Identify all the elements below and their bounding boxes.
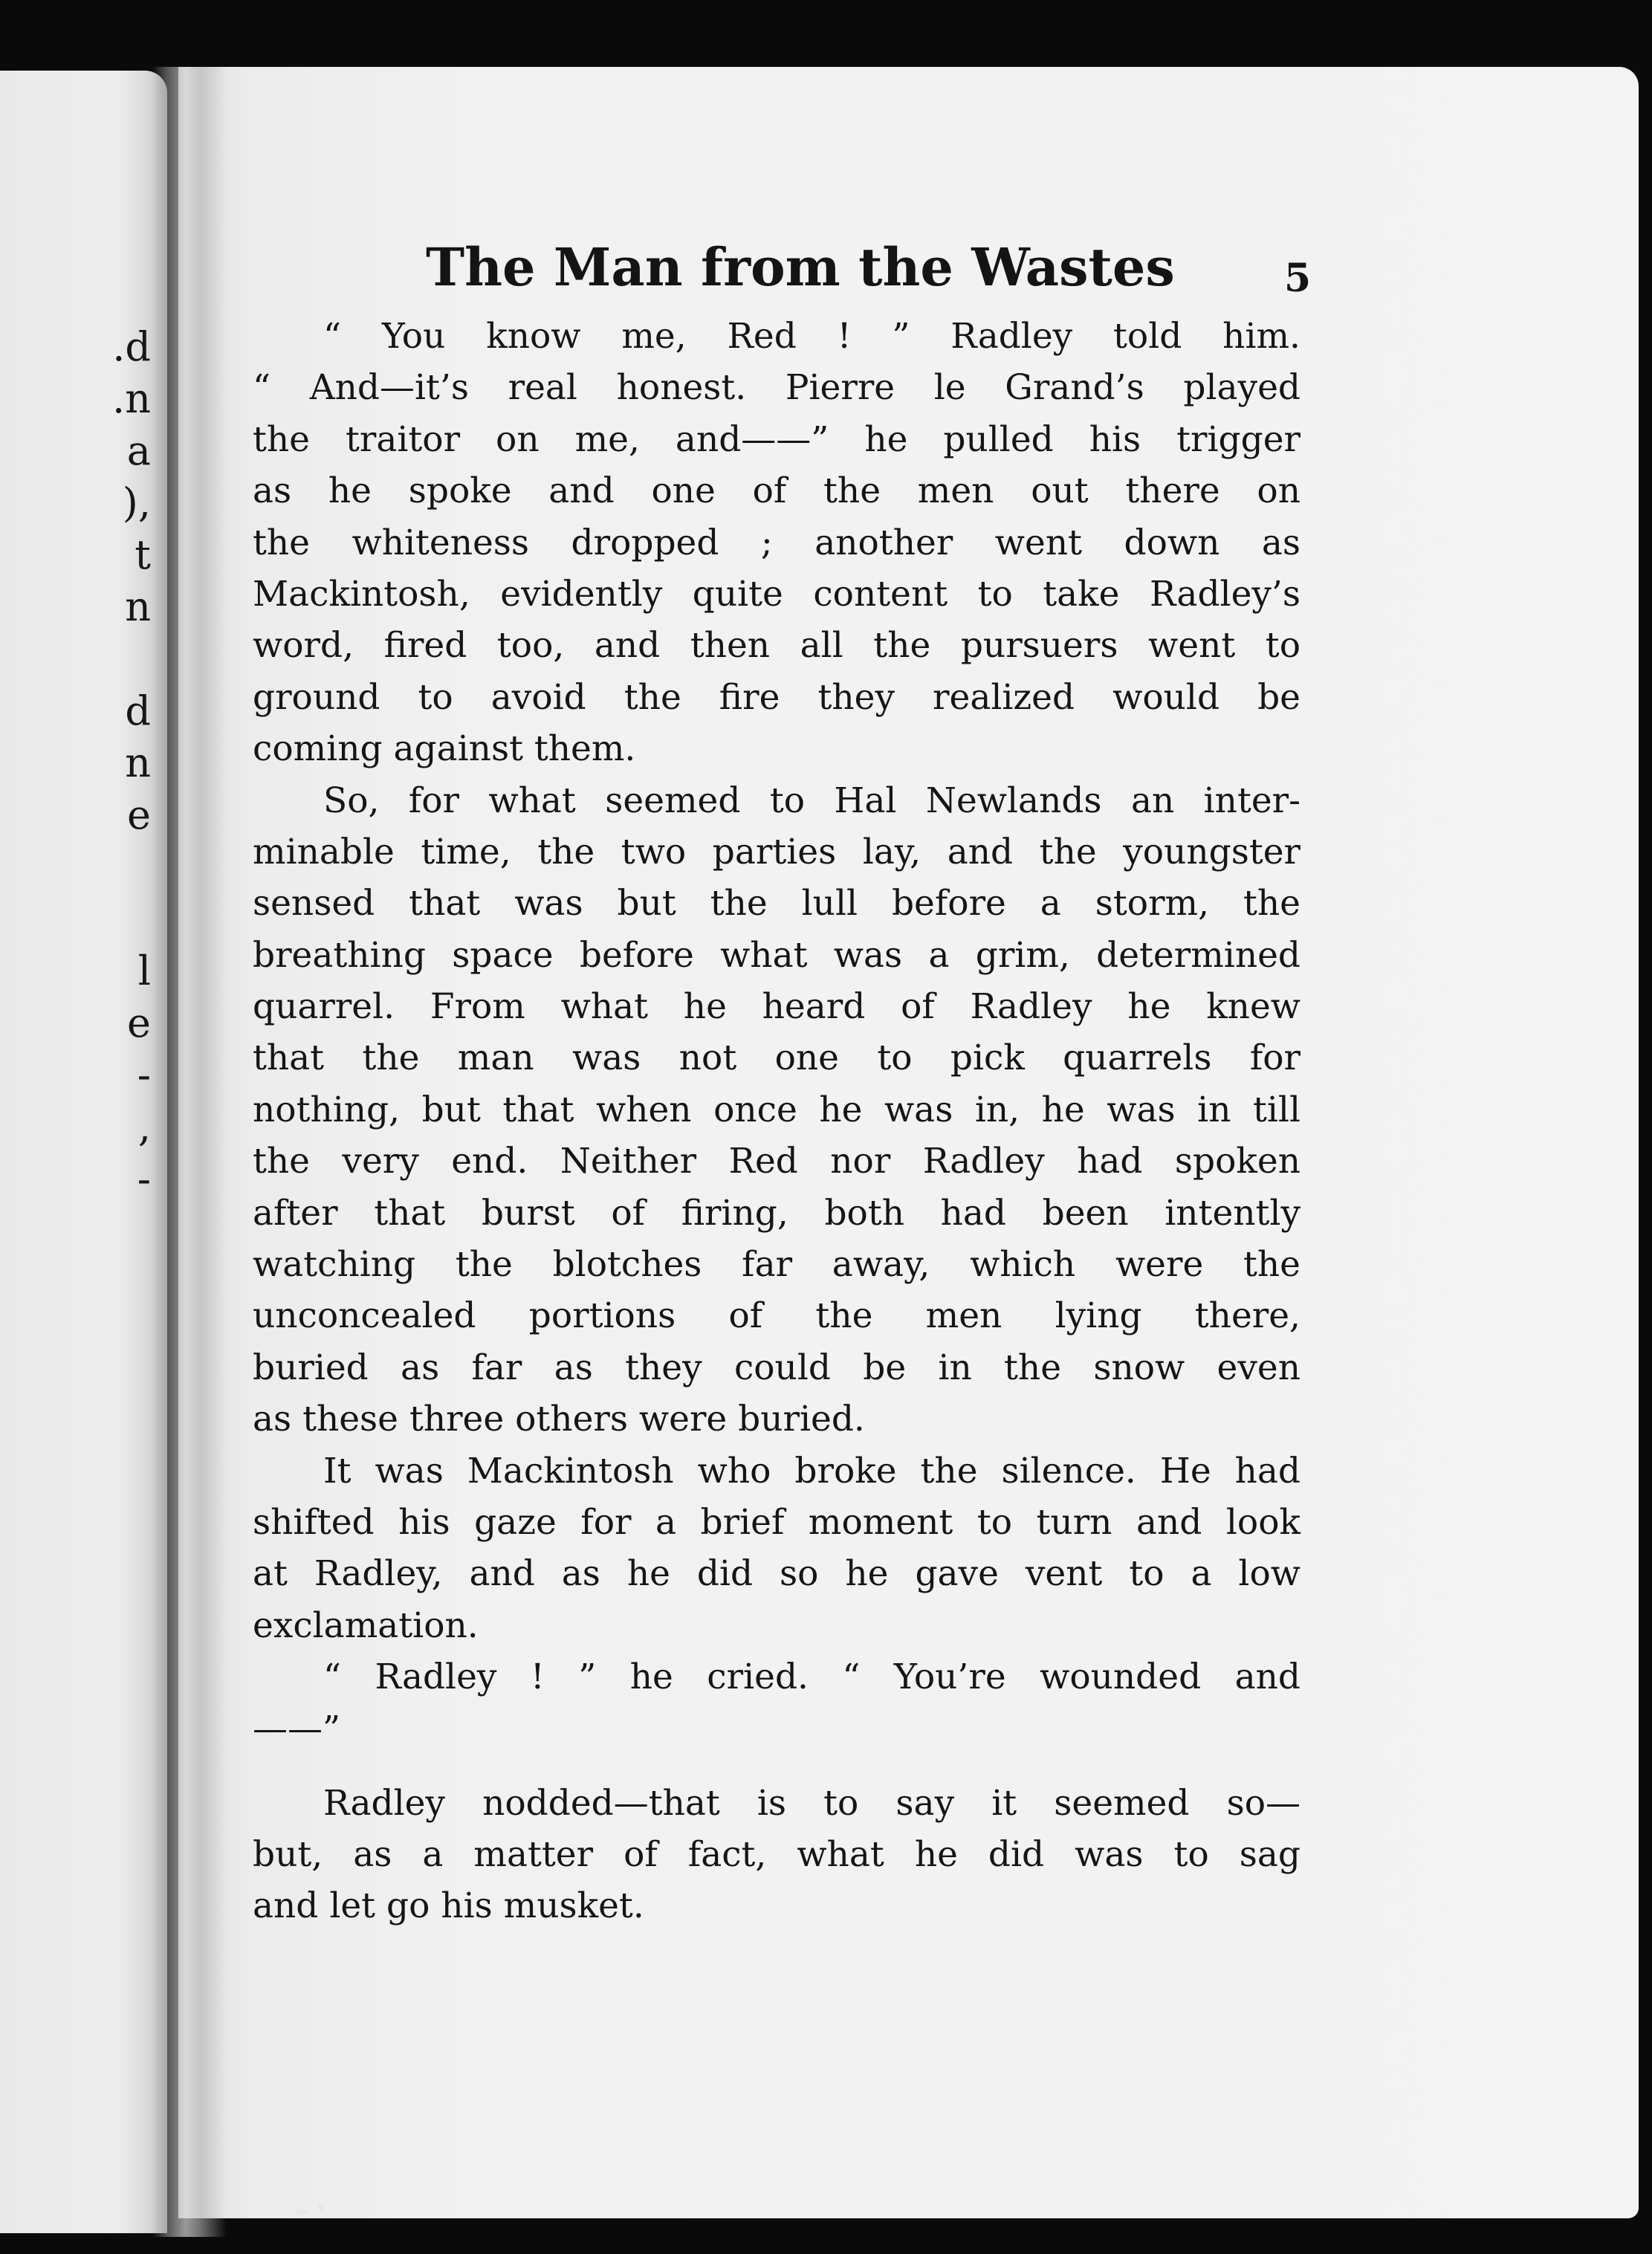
text-line: nothing, but that when once he was in, he was in till — [253, 1089, 1300, 1130]
left-fragment: a — [126, 427, 151, 474]
book-gutter-shadow — [152, 67, 227, 2237]
text-line: minable time, the two parties lay, and the youngster — [253, 831, 1300, 872]
text-line: coming against them. — [253, 728, 636, 770]
text-line: So, for what seemed to Hal Newlands an inter- — [323, 780, 1300, 821]
text-line: shifted his gaze for a brief moment to turn and look — [253, 1501, 1300, 1543]
left-page-edge — [0, 71, 167, 2233]
text-line: quarrel. From what he heard of Radley he knew — [253, 986, 1300, 1028]
left-fragment: - — [137, 1052, 151, 1098]
text-line: the very end. Neither Red nor Radley had spoken — [253, 1141, 1300, 1182]
text-line: Radley nodded—that is to say it seemed so— — [323, 1782, 1300, 1824]
text-line: watching the blotches far away, which were the — [253, 1244, 1300, 1286]
left-fragment: t — [135, 531, 151, 578]
text-line: It was Mackintosh who broke the silence. He had — [323, 1450, 1300, 1492]
text-line: but, as a matter of fact, what he did was to sag — [253, 1833, 1300, 1875]
page-body-text — [253, 311, 1300, 1932]
text-line: that the man was not one to pick quarrels for — [253, 1037, 1300, 1079]
left-fragment: n — [125, 739, 151, 786]
text-line: breathing space before what was a grim, determined — [253, 934, 1300, 976]
running-head-title: The Man from the Wastes — [426, 236, 1175, 298]
left-fragment: ), — [122, 479, 151, 526]
left-fragment: .n — [112, 375, 151, 422]
left-fragment: , — [137, 1104, 151, 1150]
text-line: as he spoke and one of the men out there on — [253, 470, 1300, 512]
left-fragment: n — [125, 583, 151, 630]
text-line: the traitor on me, and——” he pulled his trigger — [253, 418, 1300, 460]
text-line: ——” — [253, 1708, 341, 1749]
text-line: exclamation. — [253, 1604, 479, 1646]
text-line: sensed that was but the lull before a storm, the — [253, 883, 1300, 924]
left-fragment: .d — [112, 323, 151, 370]
text-line: “ Radley ! ” he cried. “ You’re wounded and — [323, 1657, 1300, 1698]
left-fragment: e — [127, 1000, 151, 1046]
left-fragment: d — [125, 687, 151, 734]
text-line: at Radley, and as he did so he gave vent to a low — [253, 1553, 1300, 1595]
left-fragment: e — [127, 791, 151, 838]
scan-specks — [291, 2200, 351, 2222]
text-line: word, fired too, and then all the pursuers went to — [253, 625, 1300, 667]
text-line: as these three others were buried. — [253, 1399, 865, 1440]
text-line: after that burst of firing, both had been intently — [253, 1192, 1300, 1234]
text-line: ground to avoid the fire they realized would be — [253, 676, 1300, 718]
text-line: the whiteness dropped ; another went down as — [253, 522, 1300, 563]
page-number: 5 — [1284, 256, 1312, 301]
text-line: “ You know me, Red ! ” Radley told him. — [323, 316, 1300, 357]
text-line: unconcealed portions of the men lying there, — [253, 1295, 1300, 1337]
left-fragment: - — [137, 1156, 151, 1202]
text-line: buried as far as they could be in the snow even — [253, 1347, 1300, 1388]
text-line: and let go his musket. — [253, 1885, 644, 1927]
text-line: Mackintosh, evidently quite content to take Radley’s — [253, 573, 1300, 615]
text-line: “ And—it’s real honest. Pierre le Grand’s played — [253, 367, 1300, 409]
left-fragment: l — [137, 948, 151, 994]
